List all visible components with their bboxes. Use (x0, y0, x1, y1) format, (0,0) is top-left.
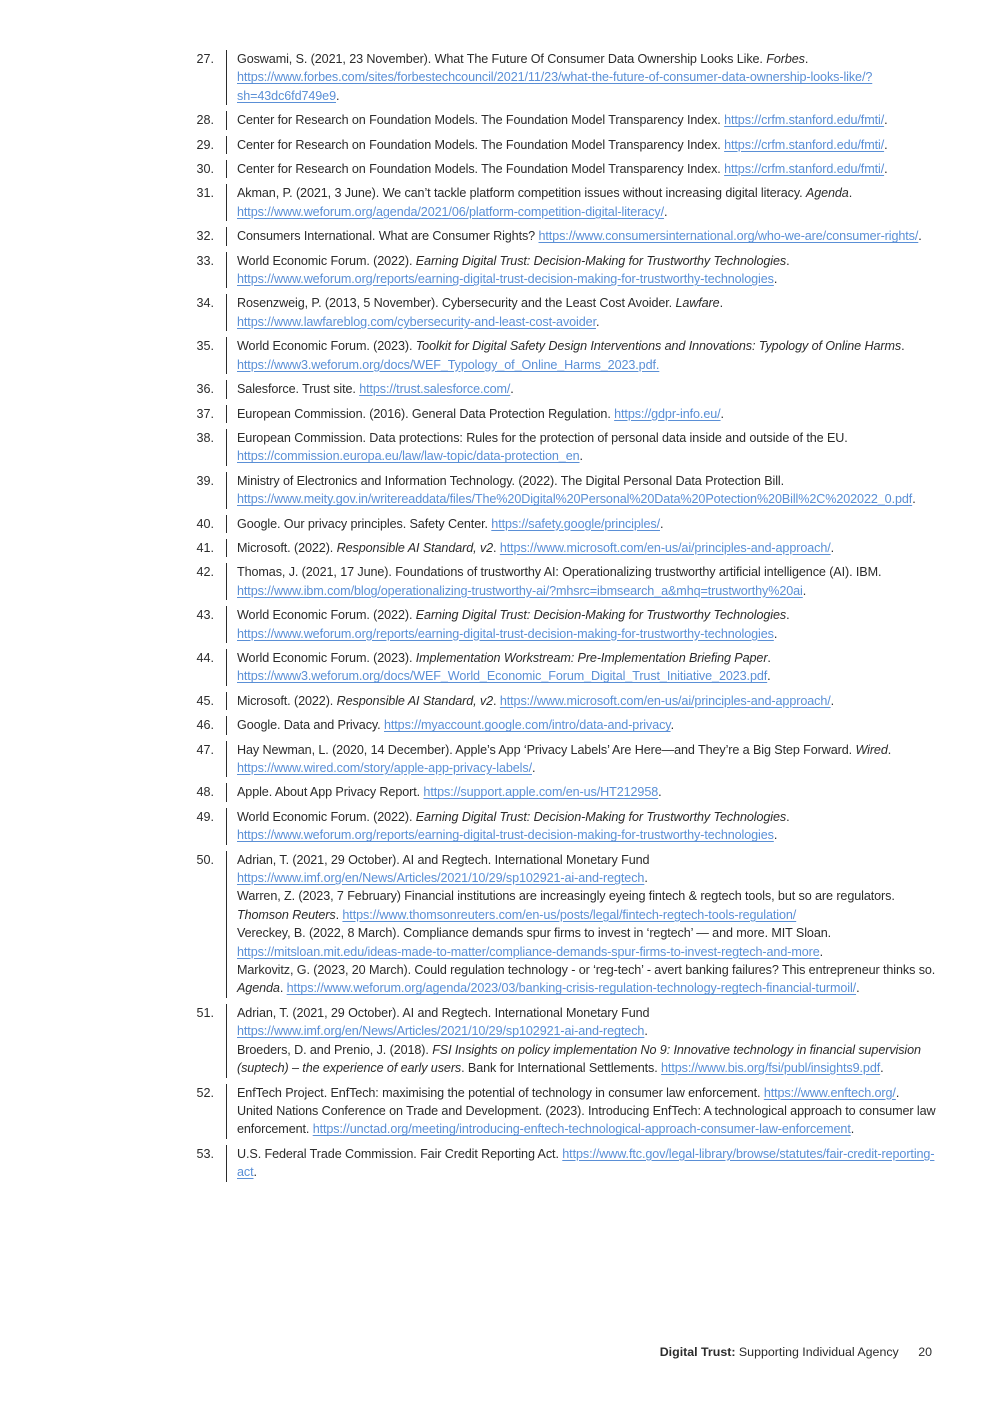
reference-link[interactable]: https://www.imf.org/en/News/Articles/2021/10/29/sp102921-ai-and-regtech (237, 1024, 645, 1039)
reference-number: 40. (196, 516, 214, 531)
reference-number: 33. (196, 253, 214, 268)
reference-text (237, 294, 937, 331)
reference-number: 43. (196, 608, 214, 623)
reference-divider (226, 472, 227, 509)
reference-segment: EnfTech Project. EnfTech: maximising the potential of technology in consumer law enforcement. (237, 1085, 764, 1100)
reference-segment: Thomas, J. (2021, 17 June). Foundations of trustworthy AI: Operationalizing trustworthy artificial intelligence (AI). IBM. (237, 565, 882, 580)
reference-item (190, 50, 950, 105)
references-list (190, 50, 950, 1188)
reference-number: 50. (196, 852, 214, 867)
reference-segment: . (918, 229, 922, 244)
reference-paragraph (237, 1004, 937, 1041)
reference-paragraph (237, 337, 937, 374)
reference-link[interactable]: https://support.apple.com/en-us/HT212958 (423, 785, 659, 800)
reference-paragraph (237, 563, 937, 600)
reference-divider (226, 160, 227, 178)
page-footer (660, 1345, 932, 1359)
reference-segment: Hay Newman, L. (2020, 14 December). Apple’s App ‘Privacy Labels’ Are Here—and They’re a Big Step Forward. (237, 742, 856, 757)
reference-segment: Ministry of Electronics and Information Technology. (2022). The Digital Personal Data Protection Bill. (237, 473, 784, 488)
reference-segment: Vereckey, B. (2022, 8 March). Compliance demands spur firms to invest in ‘regtech’ — and more. MIT Sloan. (237, 926, 832, 941)
reference-segment: . (773, 272, 778, 287)
reference-segment: . (644, 1024, 648, 1039)
reference-italic-title: Earning Digital Trust: Decision-Making for Trustworthy Technologies (415, 253, 787, 268)
reference-link[interactable]: https://crfm.stanford.edu/fmti/ (724, 113, 885, 128)
reference-item (190, 563, 950, 600)
reference-text (237, 184, 937, 221)
page-number: 20 (918, 1345, 932, 1359)
reference-link[interactable]: https://www.consumersinternational.org/who-we-are/consumer-rights/ (538, 229, 919, 244)
reference-divider (226, 111, 227, 129)
reference-segment: . (579, 449, 583, 464)
reference-text (237, 405, 937, 423)
reference-link[interactable]: https://www.wired.com/story/apple-app-privacy-labels/ (237, 761, 532, 775)
reference-paragraph (237, 539, 937, 557)
reference-divider (226, 649, 227, 686)
reference-link[interactable]: https://www.weforum.org/agenda/2021/06/platform-competition-digital-literacy/ (237, 204, 664, 219)
reference-number: 51. (196, 1005, 214, 1020)
reference-item (190, 1084, 950, 1139)
footer-brand: Digital Trust: (659, 1345, 736, 1359)
reference-italic-title: Thomson Reuters (237, 907, 336, 922)
reference-paragraph (237, 851, 937, 888)
reference-text (237, 563, 937, 600)
reference-segment: . (493, 540, 500, 555)
reference-segment: . (884, 137, 888, 152)
reference-segment: World Economic Forum. (2022). (237, 608, 416, 623)
reference-number: 31. (196, 186, 214, 201)
reference-link[interactable]: https://www.weforum.org/reports/earning-digital-trust-decision-making-for-trustworthy-technologies (237, 272, 774, 287)
reference-number: 35. (196, 339, 214, 354)
reference-number: 47. (196, 742, 214, 757)
reference-segment: Center for Research on Foundation Models. The Foundation Model Transparency Index. (237, 113, 725, 128)
reference-text (237, 539, 937, 557)
reference-number: 49. (196, 809, 214, 824)
reference-paragraph (237, 924, 937, 961)
reference-paragraph (237, 961, 937, 998)
reference-item (190, 741, 950, 778)
reference-segment: . (912, 492, 916, 507)
reference-item (190, 380, 950, 398)
reference-divider (226, 606, 227, 643)
reference-item (190, 429, 950, 466)
reference-number: 36. (196, 382, 214, 397)
reference-item (190, 808, 950, 845)
reference-number: 27. (196, 52, 214, 66)
reference-divider (226, 429, 227, 466)
reference-divider (226, 851, 227, 998)
reference-divider (226, 252, 227, 289)
reference-link[interactable]: https://crfm.stanford.edu/fmti/ (724, 162, 885, 177)
reference-number: 44. (196, 650, 214, 665)
reference-segment: Apple. About App Privacy Report. (237, 785, 424, 800)
reference-divider (226, 808, 227, 845)
reference-text (237, 1145, 937, 1182)
reference-divider (226, 337, 227, 374)
reference-item (190, 649, 950, 686)
reference-item (190, 227, 950, 245)
reference-number: 29. (196, 137, 214, 152)
reference-italic-title: Forbes (766, 52, 805, 66)
reference-segment: United Nations Conference on Trade and Development. (2023). Introducing EnfTech: A technological approach to consumer law enforcement. (237, 1103, 936, 1137)
reference-link[interactable]: https://crfm.stanford.edu/fmti/ (724, 137, 885, 152)
reference-number: 28. (196, 113, 214, 128)
reference-number: 45. (196, 693, 214, 708)
reference-number: 52. (196, 1085, 214, 1100)
reference-divider (226, 741, 227, 778)
reference-paragraph (237, 252, 937, 289)
reference-divider (226, 405, 227, 423)
reference-segment: . (719, 296, 723, 311)
reference-link[interactable]: https://www.ibm.com/blog/operationalizing-trustworthy-ai/?mhsrc=ibmsearch_a&mhq=trustworthy%20ai (237, 583, 803, 598)
reference-text (237, 1084, 937, 1139)
reference-segment: . (786, 253, 790, 268)
reference-paragraph (237, 136, 937, 154)
reference-item (190, 1145, 950, 1182)
reference-paragraph (237, 716, 937, 734)
reference-segment: . (510, 382, 514, 397)
reference-paragraph (237, 1041, 937, 1078)
reference-segment: . (786, 608, 790, 623)
reference-item (190, 136, 950, 154)
reference-divider (226, 227, 227, 245)
reference-text (237, 252, 937, 289)
reference-segment: . (773, 828, 778, 843)
reference-item (190, 252, 950, 289)
reference-segment: Akman, P. (2021, 3 June). We can’t tackle platform competition issues without increasing digital literacy. (237, 186, 806, 201)
reference-link[interactable]: https://unctad.org/meeting/introducing-enftech-technological-approach-consumer-law-enforcement (312, 1122, 851, 1137)
reference-italic-title: Agenda (237, 981, 280, 996)
reference-item (190, 111, 950, 129)
reference-divider (226, 515, 227, 533)
reference-text (237, 851, 937, 998)
reference-link[interactable]: https://www.ftc.gov/legal-library/browse/statutes/fair-credit-reporting-act (237, 1146, 935, 1180)
reference-segment: Microsoft. (2022). (237, 693, 337, 708)
reference-item (190, 783, 950, 801)
reference-item (190, 716, 950, 734)
reference-divider (226, 294, 227, 331)
reference-italic-title: Earning Digital Trust: Decision-Making for Trustworthy Technologies (415, 809, 787, 824)
reference-segment: . (804, 52, 809, 66)
reference-segment: . (595, 314, 600, 329)
reference-paragraph (237, 606, 937, 643)
reference-segment: . (658, 785, 662, 800)
reference-paragraph (237, 111, 937, 129)
reference-segment: Center for Research on Foundation Models. The Foundation Model Transparency Index. (237, 137, 725, 152)
reference-segment: Center for Research on Foundation Models. The Foundation Model Transparency Index. (237, 162, 725, 177)
reference-segment: World Economic Forum. (2023). (237, 650, 416, 665)
reference-italic-title: Agenda (805, 186, 849, 201)
reference-paragraph (237, 405, 937, 423)
reference-link[interactable]: https://www.meity.gov.in/writereaddata/files/The%20Digital%20Personal%20Data%20Potection%20Bill%2C%202022_0.pdf (237, 492, 913, 507)
reference-paragraph (237, 429, 937, 466)
reference-paragraph (237, 1145, 937, 1182)
reference-segment: . (670, 718, 674, 733)
reference-divider (226, 380, 227, 398)
reference-segment: Microsoft. (2022). (237, 540, 337, 555)
reference-divider (226, 50, 227, 105)
reference-segment: . (493, 693, 500, 708)
reference-text (237, 515, 937, 533)
reference-link[interactable]: https://www.microsoft.com/en-us/ai/principles-and-approach/ (499, 693, 831, 708)
reference-segment: . (659, 516, 664, 531)
reference-text (237, 50, 937, 105)
reference-segment: . (895, 1085, 900, 1100)
reference-text (237, 472, 937, 509)
reference-text (237, 606, 937, 643)
reference-segment: World Economic Forum. (2022). (237, 809, 416, 824)
reference-link[interactable]: https://trust.salesforce.com/ (359, 382, 511, 397)
reference-segment: . (880, 1061, 884, 1076)
reference-segment: . (767, 669, 771, 684)
reference-link[interactable]: https://www.weforum.org/agenda/2023/03/banking-crisis-regulation-technology-regtech-financial-turmoil/ (286, 981, 857, 996)
reference-paragraph (237, 1084, 937, 1102)
reference-segment: . (767, 650, 771, 665)
reference-paragraph (237, 50, 937, 105)
reference-divider (226, 1084, 227, 1139)
reference-link[interactable]: https://www.enftech.org/ (763, 1085, 896, 1100)
reference-segment: Consumers International. What are Consumer Rights? (237, 229, 539, 244)
reference-link[interactable]: https://www.weforum.org/reports/earning-digital-trust-decision-making-for-trustworthy-technologies (237, 828, 774, 843)
reference-segment: Google. Our privacy principles. Safety Center. (237, 516, 492, 531)
reference-text (237, 1004, 937, 1078)
reference-paragraph (237, 227, 937, 245)
reference-text (237, 227, 937, 245)
reference-segment: Adrian, T. (2021, 29 October). AI and Regtech. International Monetary Fund (237, 852, 650, 867)
reference-number: 38. (196, 430, 214, 445)
reference-number: 48. (196, 785, 214, 800)
reference-number: 30. (196, 162, 214, 177)
reference-paragraph (237, 692, 937, 710)
reference-text (237, 136, 937, 154)
reference-paragraph (237, 294, 937, 331)
reference-link[interactable]: https://mitsloan.mit.edu/ideas-made-to-matter/compliance-demands-spur-firms-to-invest-regtech-and-more (237, 944, 820, 959)
reference-link[interactable]: https://www.forbes.com/sites/forbestechcouncil/2021/11/23/what-the-future-of-consumer-data-ownership-looks-like/?sh=43dc6fd749e9 (237, 70, 873, 103)
reference-italic-title: Earning Digital Trust: Decision-Making for Trustworthy Technologies (415, 608, 787, 623)
reference-segment: . (336, 88, 340, 103)
reference-item (190, 184, 950, 221)
reference-link[interactable]: https://www.bis.org/fsi/publ/insights9.pdf (661, 1061, 881, 1076)
reference-paragraph (237, 184, 937, 221)
reference-divider (226, 716, 227, 734)
reference-divider (226, 539, 227, 557)
reference-segment: . (884, 113, 888, 128)
reference-number: 41. (196, 540, 214, 555)
reference-link[interactable]: https://www3.weforum.org/docs/WEF_Typology_of_Online_Harms_2023.pdf. (237, 357, 660, 372)
reference-item (190, 337, 950, 374)
reference-item (190, 405, 950, 423)
reference-paragraph (237, 1102, 937, 1139)
reference-segment: . (819, 944, 824, 959)
reference-number: 34. (196, 296, 214, 311)
reference-link[interactable]: https://www.imf.org/en/News/Articles/2021/10/29/sp102921-ai-and-regtech (237, 871, 645, 886)
reference-item (190, 1004, 950, 1078)
reference-paragraph (237, 380, 937, 398)
reference-paragraph (237, 472, 937, 509)
reference-segment: Broeders, D. and Prenio, J. (2018). (237, 1042, 433, 1057)
reference-text (237, 380, 937, 398)
reference-number: 39. (196, 473, 214, 488)
reference-segment: . (830, 540, 835, 555)
reference-segment: . (856, 981, 860, 996)
reference-segment: . (887, 742, 892, 757)
reference-text (237, 429, 937, 466)
reference-segment: . (786, 809, 790, 824)
reference-segment: . (253, 1165, 257, 1180)
reference-segment: . (531, 761, 536, 775)
reference-link[interactable]: https://gdpr-info.eu/ (614, 406, 721, 421)
reference-segment: World Economic Forum. (2022). (237, 253, 416, 268)
reference-divider (226, 184, 227, 221)
reference-number: 37. (196, 406, 214, 421)
reference-divider (226, 692, 227, 710)
reference-paragraph (237, 887, 937, 924)
reference-item (190, 515, 950, 533)
reference-link[interactable]: https://www.microsoft.com/en-us/ai/principles-and-approach/ (499, 540, 831, 555)
reference-segment: . (830, 693, 835, 708)
reference-number: 46. (196, 718, 214, 733)
reference-text (237, 716, 937, 734)
reference-segment: . (773, 626, 778, 641)
reference-segment: . (644, 871, 648, 886)
reference-segment: European Commission. Data protections: Rules for the protection of personal data inside and outside of the EU. (237, 430, 848, 445)
reference-segment: Adrian, T. (2021, 29 October). AI and Regtech. International Monetary Fund (237, 1005, 650, 1020)
reference-paragraph (237, 808, 937, 845)
reference-segment: . Bank for International Settlements. (461, 1061, 662, 1076)
reference-item (190, 294, 950, 331)
reference-segment: . (848, 186, 853, 201)
reference-segment: European Commission. (2016). General Data Protection Regulation. (237, 406, 615, 421)
reference-segment: . (802, 583, 807, 598)
reference-segment: Google. Data and Privacy. (237, 718, 384, 733)
reference-link[interactable]: https://www.weforum.org/reports/earning-digital-trust-decision-making-for-trustworthy-technologies (237, 626, 774, 641)
reference-number: 53. (196, 1146, 214, 1161)
reference-segment: . (901, 339, 905, 354)
reference-item (190, 851, 950, 998)
reference-item (190, 539, 950, 557)
reference-text (237, 111, 937, 129)
reference-number: 42. (196, 565, 214, 580)
reference-segment: . (279, 981, 287, 996)
reference-italic-title: Toolkit for Digital Safety Design Interventions and Innovations: Typology of Online Harms (415, 339, 902, 354)
reference-segment: Salesforce. Trust site. (237, 382, 360, 397)
reference-paragraph (237, 783, 937, 801)
reference-segment: World Economic Forum. (2023). (237, 339, 416, 354)
reference-text (237, 649, 937, 686)
reference-segment: Rosenzweig, P. (2013, 5 November). Cybersecurity and the Least Cost Avoider. (237, 296, 676, 311)
reference-segment: . (335, 907, 343, 922)
reference-text (237, 741, 937, 778)
reference-item (190, 160, 950, 178)
reference-segment: . (720, 406, 724, 421)
reference-segment: Goswami, S. (2021, 23 November). What The Future Of Consumer Data Ownership Looks Like. (237, 52, 767, 66)
reference-item (190, 606, 950, 643)
reference-paragraph (237, 515, 937, 533)
reference-segment: . (850, 1122, 855, 1137)
reference-text (237, 692, 937, 710)
reference-link[interactable]: https://www3.weforum.org/docs/WEF_World_Economic_Forum_Digital_Trust_Initiative_2023.pdf (237, 669, 768, 684)
reference-italic-title: Responsible AI Standard, v2 (336, 540, 494, 555)
reference-segment: . (884, 162, 888, 177)
reference-segment: . (664, 204, 668, 219)
reference-item (190, 692, 950, 710)
reference-paragraph (237, 160, 937, 178)
reference-text (237, 783, 937, 801)
reference-divider (226, 1004, 227, 1078)
reference-text (237, 808, 937, 845)
reference-link[interactable]: https://commission.europa.eu/law/law-topic/data-protection_en (237, 449, 580, 464)
reference-number: 32. (196, 229, 214, 244)
reference-italic-title: Implementation Workstream: Pre-Implementation Briefing Paper (415, 650, 768, 665)
reference-text (237, 160, 937, 178)
reference-text (237, 337, 937, 374)
reference-divider (226, 783, 227, 801)
reference-segment: Markovitz, G. (2023, 20 March). Could regulation technology - or ‘reg-tech’ - avert banking failures? This entrepreneur thinks so. (237, 963, 936, 978)
reference-segment: U.S. Federal Trade Commission. Fair Credit Reporting Act. (237, 1146, 563, 1161)
reference-link[interactable]: https://www.thomsonreuters.com/en-us/posts/legal/fintech-regtech-tools-regulation/ (342, 907, 797, 922)
reference-link[interactable]: https://www.lawfareblog.com/cybersecurity-and-least-cost-avoider (237, 314, 596, 329)
reference-divider (226, 1145, 227, 1182)
reference-italic-title: Wired (855, 742, 888, 757)
reference-italic-title: Responsible AI Standard, v2 (336, 693, 494, 708)
reference-divider (226, 136, 227, 154)
reference-segment: Warren, Z. (2023, 7 February) Financial institutions are increasingly eyeing fintech & regtech tools, but so are regulators. (237, 889, 895, 904)
reference-divider (226, 563, 227, 600)
reference-link[interactable]: https://myaccount.google.com/intro/data-and-privacy (383, 718, 671, 733)
reference-italic-title: Lawfare (675, 296, 720, 311)
reference-italic-title: FSI Insights on policy implementation No 9: Innovative technology in financial supervision (suptech) – the experience of early users (237, 1042, 921, 1076)
reference-paragraph (237, 741, 937, 778)
reference-item (190, 472, 950, 509)
footer-subtitle: Supporting Individual Agency (738, 1345, 899, 1359)
reference-paragraph (237, 649, 937, 686)
reference-link[interactable]: https://safety.google/principles/ (491, 516, 660, 531)
